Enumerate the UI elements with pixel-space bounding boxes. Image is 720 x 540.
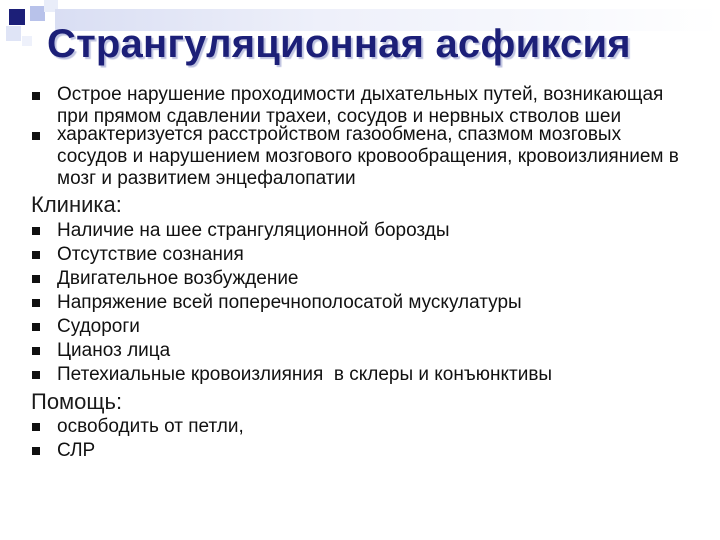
decor-square — [9, 9, 25, 25]
square-bullet-icon — [32, 347, 40, 355]
text-line: Острое нарушение проходимости дыхательных путей, возникающая — [57, 84, 664, 105]
list-item — [0, 268, 720, 290]
intro-item — [0, 124, 720, 190]
text-line: сосудов и нарушением мозгового кровообращения, кровоизлиянием в — [57, 146, 679, 167]
list-item-text: Цианоз лица — [57, 340, 171, 361]
list-item — [0, 364, 720, 386]
square-bullet-icon — [32, 275, 40, 283]
text-line: характеризуется расстройством газообмена, спазмом мозговых — [57, 124, 622, 145]
list-item-text: Петехиальные кровоизлияния в склеры и конъюнктивы — [57, 364, 553, 385]
square-bullet-icon — [32, 227, 40, 235]
list-item — [0, 440, 720, 462]
square-bullet-icon — [32, 251, 40, 259]
intro-item-text — [57, 84, 707, 128]
list-item-text: Отсутствие сознания — [57, 244, 244, 265]
square-bullet-icon — [32, 132, 40, 140]
list-item — [0, 340, 720, 362]
list-item — [0, 220, 720, 242]
intro-item — [0, 84, 720, 128]
decor-square — [6, 26, 21, 41]
list-item-text: Наличие на шее странгуляционной борозды — [57, 220, 450, 241]
list-item-text: Судороги — [57, 316, 140, 337]
text-line: при прямом сдавлении трахеи, сосудов и нервных стволов шеи — [57, 106, 622, 127]
slide-title: Странгуляционная асфиксия — [47, 22, 631, 66]
help-heading: Помощь: — [31, 389, 123, 414]
list-item-text: Напряжение всей поперечнополосатой мускулатуры — [57, 292, 522, 313]
square-bullet-icon — [32, 423, 40, 431]
list-item — [0, 292, 720, 314]
list-item — [0, 316, 720, 338]
list-item — [0, 416, 720, 438]
square-bullet-icon — [32, 447, 40, 455]
square-bullet-icon — [32, 323, 40, 331]
list-item-text: Двигательное возбуждение — [57, 268, 299, 289]
clinic-heading: Клиника: — [31, 192, 122, 217]
decor-square — [22, 36, 32, 46]
square-bullet-icon — [32, 299, 40, 307]
square-bullet-icon — [32, 92, 40, 100]
intro-item-text — [57, 124, 707, 190]
square-bullet-icon — [32, 371, 40, 379]
text-line: мозг и развитием энцефалопатии — [57, 168, 356, 189]
list-item — [0, 244, 720, 266]
decor-square — [30, 6, 45, 21]
list-item-text: освободить от петли, — [57, 416, 244, 437]
list-item-text: СЛР — [57, 440, 96, 461]
